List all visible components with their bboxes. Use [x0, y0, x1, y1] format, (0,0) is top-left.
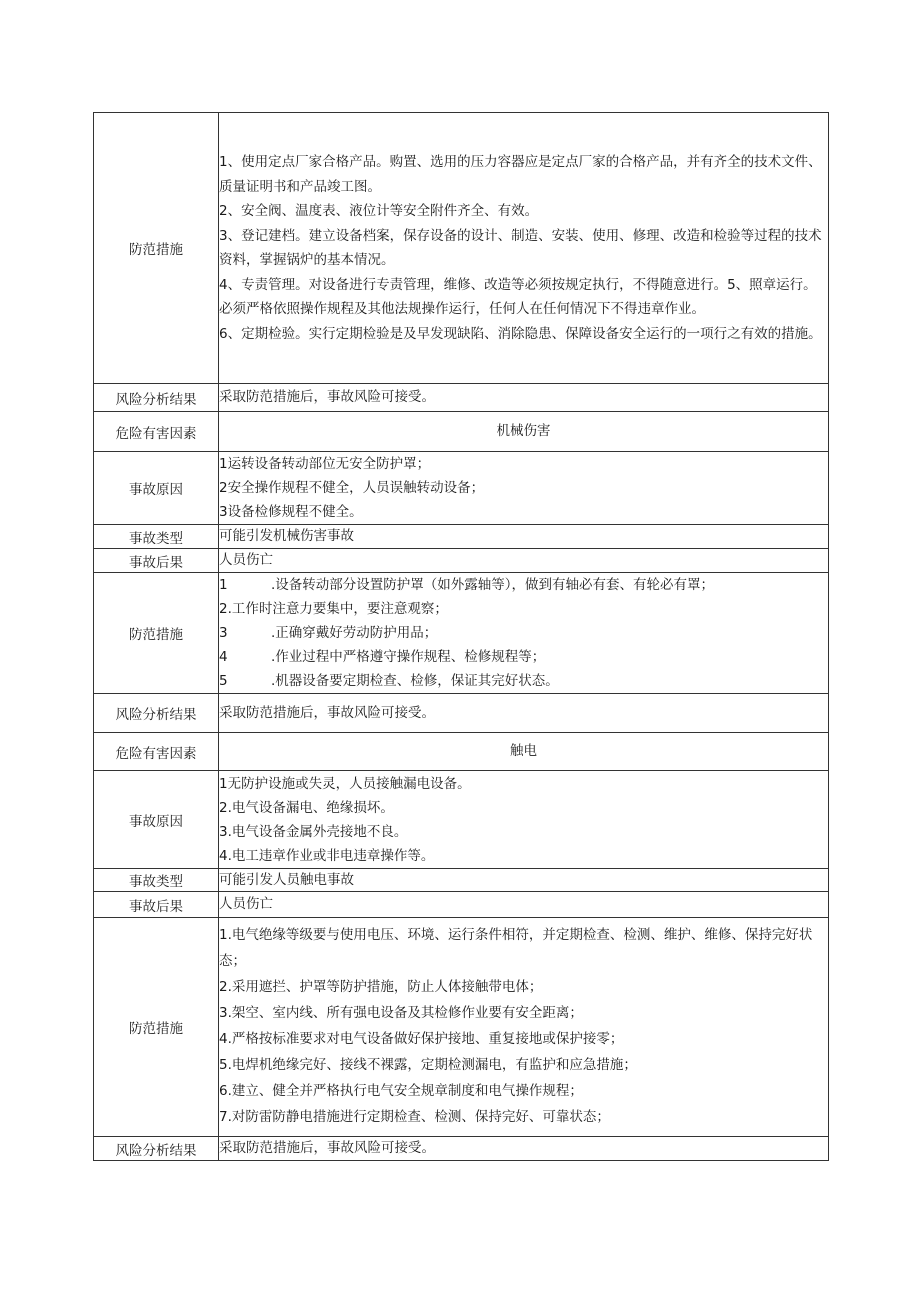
table-row — [94, 694, 829, 733]
table-row — [94, 771, 829, 869]
cause-cell — [219, 452, 829, 525]
type-label: 事故类型 — [94, 869, 219, 892]
cause-cell — [219, 771, 829, 869]
result-label: 风险分析结果 — [94, 384, 219, 412]
result-label: 风险分析结果 — [94, 694, 219, 733]
cause-item: 4.电工违章作业或非电违章操作等。 — [219, 847, 435, 864]
measure-item: 4.严格按标准要求对电气设备做好保护接地、重复接地或保护接零； — [219, 1031, 624, 1047]
result-value: 采取防范措施后，事故风险可接受。 — [219, 1137, 829, 1161]
cause-item: 2安全操作规程不健全，人员误触转动设备； — [219, 480, 485, 496]
cause-item: 2.电气设备漏电、绝缘损坏。 — [219, 799, 394, 816]
measure-item: 7.对防雷防静电措施进行定期检查、检测、保持完好、可靠状态； — [219, 1109, 610, 1125]
table-row — [94, 573, 829, 694]
table-row — [94, 412, 829, 452]
hazard-value: 机械伤害 — [219, 412, 829, 452]
measure-item: 6、定期检验。实行定期检验是及早发现缺陷、消除隐患、保障设备安全运行的一项行之有效的措施。 — [219, 325, 822, 342]
type-label: 事故类型 — [94, 525, 219, 549]
hazard-label: 危险有害因素 — [94, 733, 219, 771]
cause-item: 1无防护设施或失灵，人员接触漏电设备。 — [219, 775, 471, 792]
consequence-label: 事故后果 — [94, 892, 219, 918]
cause-label: 事故原因 — [94, 771, 219, 869]
table-row — [94, 918, 829, 1137]
measure-item: 4、专责管理。对设备进行专责管理，维修、改造等必须按规定执行，不得随意进行。5、照章运行。必须严格依照操作规程及其他法规操作运行，任何人在任何情况下不得违章作业。 — [219, 276, 817, 317]
measure-item: 1、使用定点厂家合格产品。购置、选用的压力容器应是定点厂家的合格产品，并有齐全的技术文件、质量证明书和产品竣工图。 — [219, 154, 822, 195]
table-row — [94, 549, 829, 573]
measure-item: 2.工作时注意力要集中，要注意观察； — [219, 601, 448, 617]
table-row — [94, 384, 829, 412]
cause-item: 1运转设备转动部位无安全防护罩； — [219, 456, 431, 472]
measure-item: 1 .设备转动部分设置防护罩（如外露轴等），做到有轴必有套、有轮必有罩； — [219, 577, 715, 593]
measure-item: 2.采用遮拦、护罩等防护措施，防止人体接触带电体； — [219, 979, 543, 995]
measure-item: 5 .机器设备要定期检查、检修，保证其完好状态。 — [219, 673, 559, 689]
result-value: 采取防范措施后，事故风险可接受。 — [219, 694, 829, 733]
table-row — [94, 733, 829, 771]
measure-item: 4 .作业过程中严格遵守操作规程、检修规程等； — [219, 649, 546, 665]
type-value: 可能引发机械伤害事故 — [219, 525, 829, 549]
measures-label: 防范措施 — [94, 113, 219, 384]
measures-cell — [219, 113, 829, 384]
result-value: 采取防范措施后，事故风险可接受。 — [219, 384, 829, 412]
hazard-label: 危险有害因素 — [94, 412, 219, 452]
cause-item: 3设备检修规程不健全。 — [219, 504, 363, 520]
measure-item: 2、安全阀、温度表、液位计等安全附件齐全、有效。 — [219, 203, 539, 219]
hazard-value: 触电 — [219, 733, 829, 771]
measures-label: 防范措施 — [94, 573, 219, 694]
cause-item: 3.电气设备金属外壳接地不良。 — [219, 823, 408, 840]
measure-item: 3、登记建档。建立设备档案，保存设备的设计、制造、安装、使用、修理、改造和检验等过程的技术资料，掌握锅炉的基本情况。 — [219, 227, 822, 268]
consequence-label: 事故后果 — [94, 549, 219, 573]
measure-item: 3 .正确穿戴好劳动防护用品； — [219, 625, 438, 641]
consequence-value: 人员伤亡 — [219, 549, 829, 573]
measures-label: 防范措施 — [94, 918, 219, 1137]
table-row — [94, 1137, 829, 1161]
consequence-value: 人员伤亡 — [219, 892, 829, 918]
measures-cell — [219, 573, 829, 694]
table-row — [94, 869, 829, 892]
type-value: 可能引发人员触电事故 — [219, 869, 829, 892]
table-row — [94, 113, 829, 384]
measure-item: 1.电气绝缘等级要与使用电压、环境、运行条件相符，并定期检查、检测、维护、维修、保持完好状态； — [219, 927, 813, 969]
risk-analysis-table — [93, 112, 829, 1161]
table-row — [94, 892, 829, 918]
result-label: 风险分析结果 — [94, 1137, 219, 1161]
cause-label: 事故原因 — [94, 452, 219, 525]
table-row — [94, 452, 829, 525]
measure-item: 3.架空、室内线、所有强电设备及其检修作业要有安全距离； — [219, 1005, 583, 1021]
measures-cell — [219, 918, 829, 1137]
table-row — [94, 525, 829, 549]
measure-item: 5.电焊机绝缘完好、接线不裸露，定期检测漏电，有监护和应急措施； — [219, 1057, 637, 1073]
measure-item: 6.建立、健全并严格执行电气安全规章制度和电气操作规程； — [219, 1083, 583, 1099]
